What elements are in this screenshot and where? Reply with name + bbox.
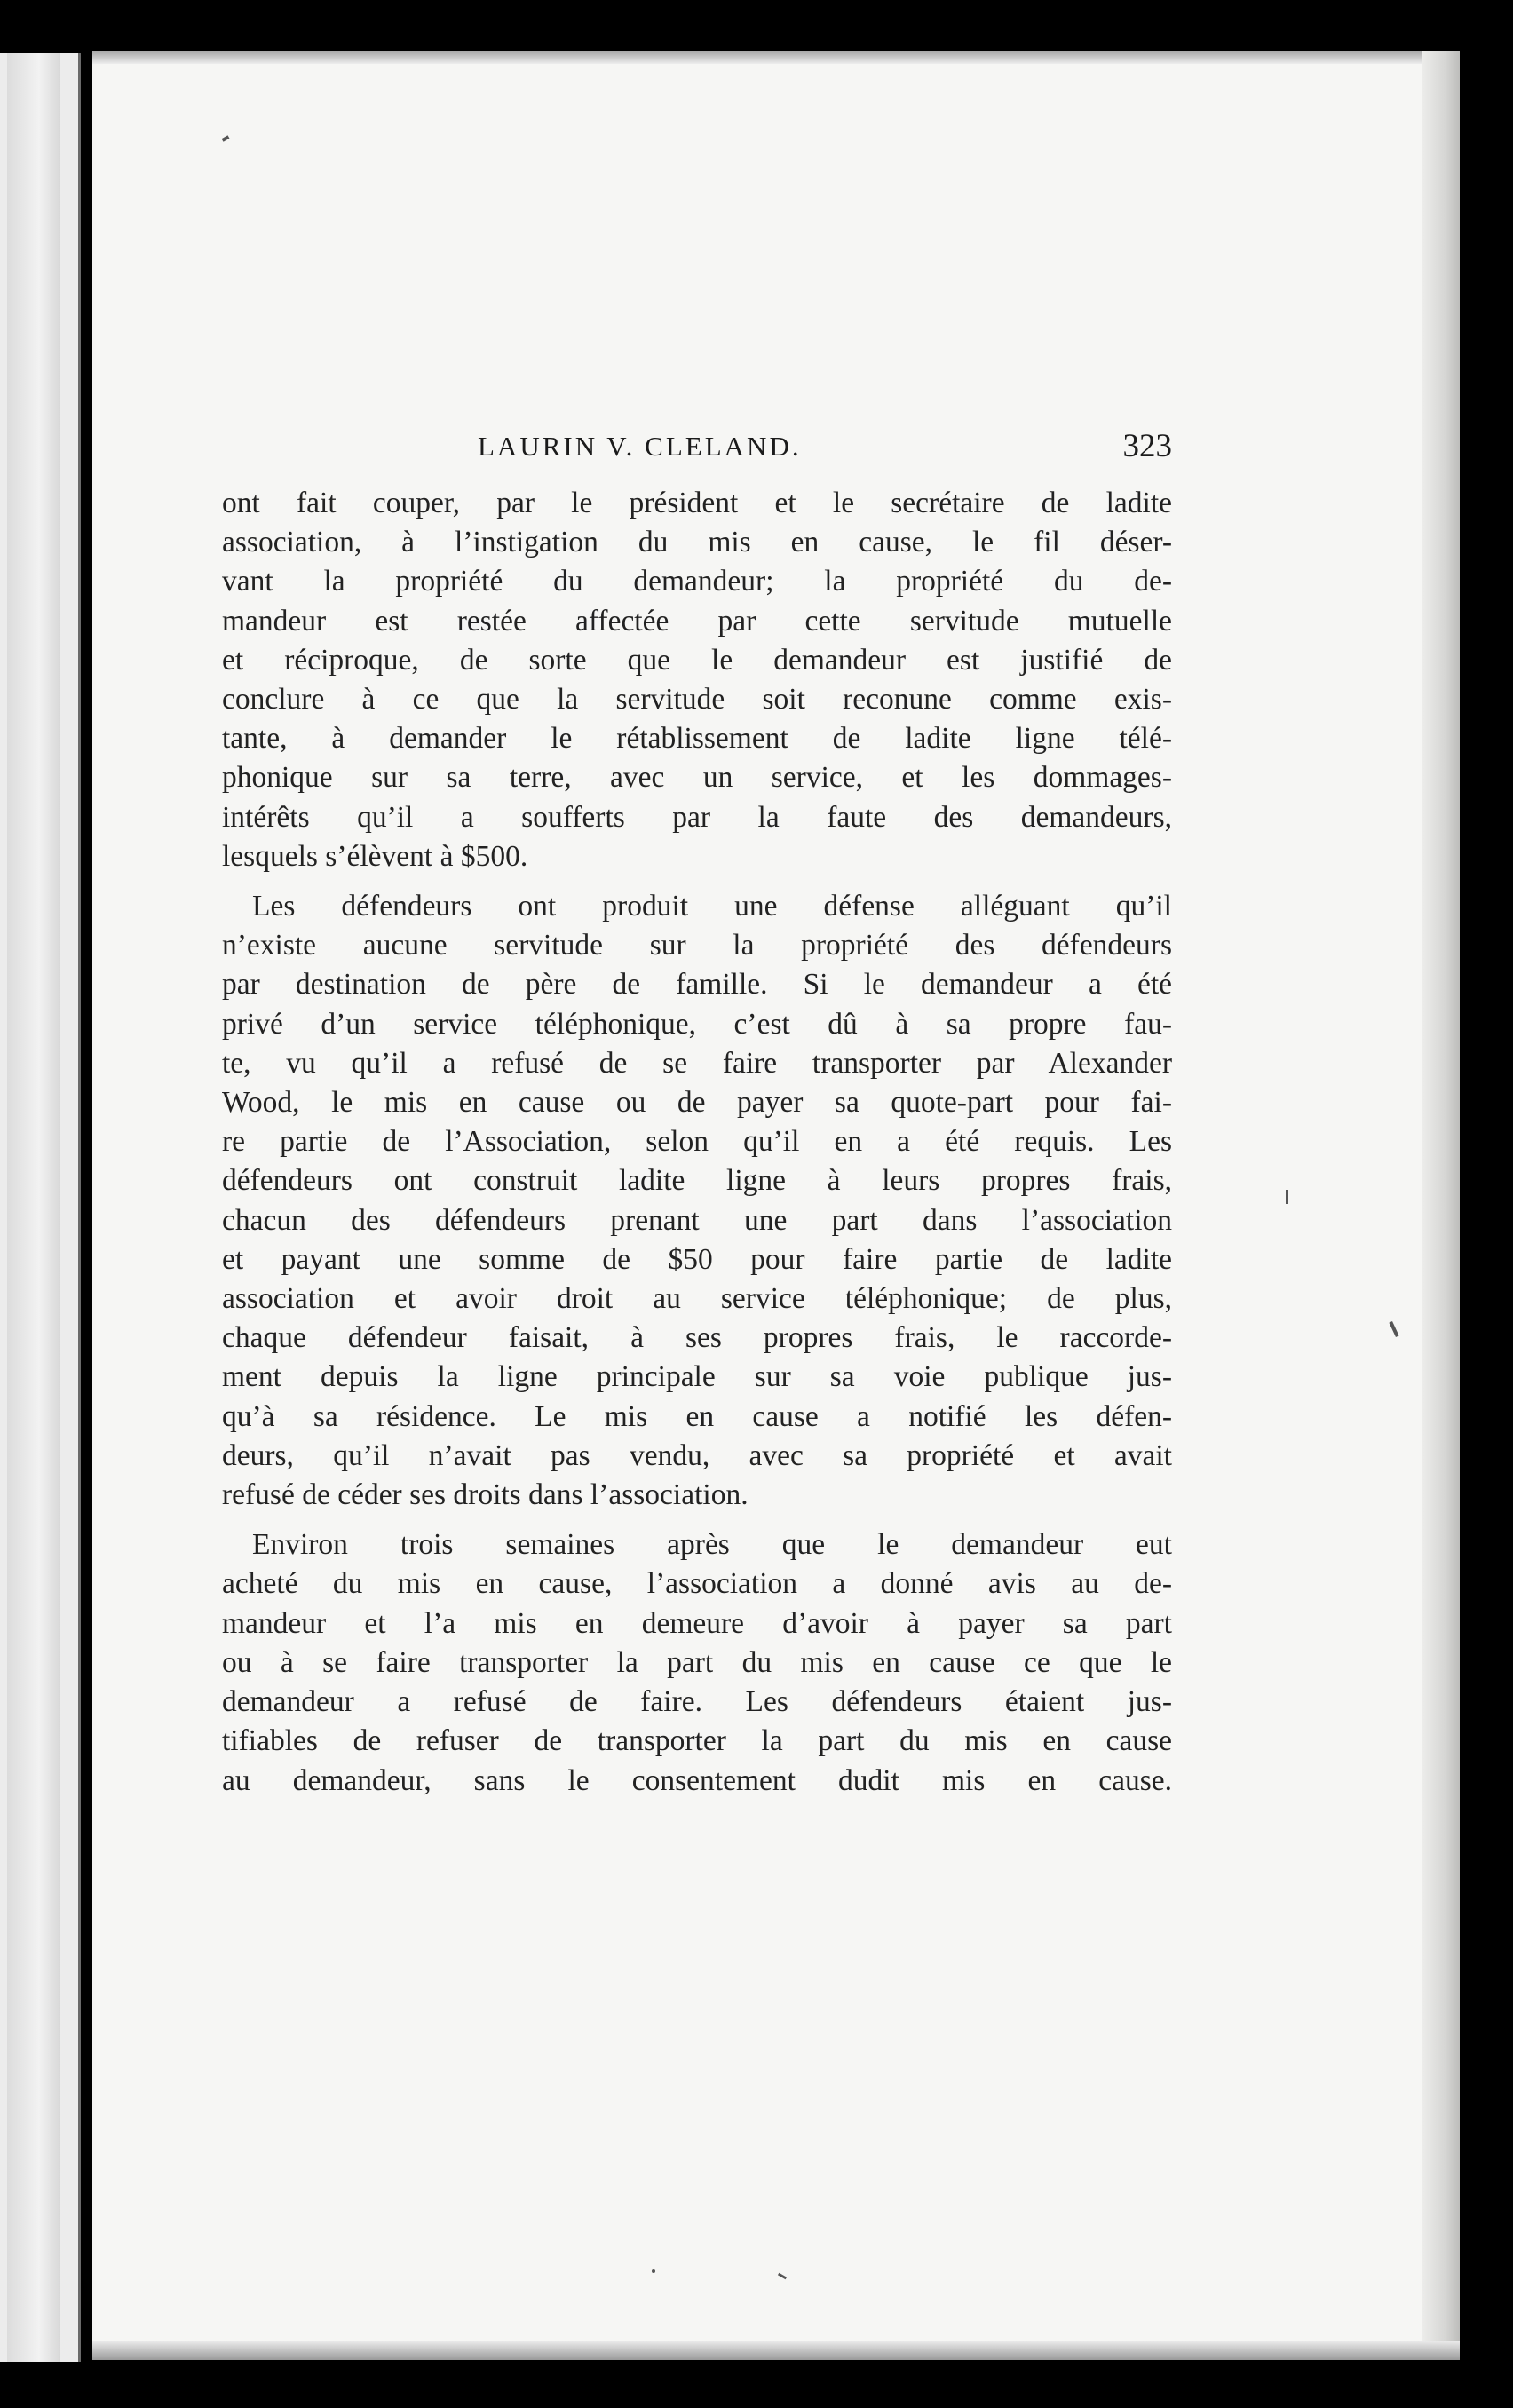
text-line: vant la propriété du demandeur; la propriété du de- — [222, 565, 1172, 598]
facing-page-strip — [7, 53, 60, 2362]
page-number: 323 — [1122, 428, 1172, 464]
text-line: te, vu qu’il a refusé de se faire transporter par Alexander — [222, 1046, 1172, 1080]
text-line: défendeurs ont construit ladite ligne à leurs propres frais, — [222, 1164, 1172, 1198]
text-line: qu’à sa résidence. Le mis en cause a notifié les défen- — [222, 1399, 1172, 1433]
text-line: et payant une somme de $50 pour faire partie de ladite — [222, 1242, 1172, 1276]
body-text — [222, 484, 1172, 1811]
text-line: et réciproque, de sorte que le demandeur est justifié de — [222, 643, 1172, 677]
facing-page-edge — [0, 53, 81, 2362]
text-line: conclure à ce que la servitude soit reconune comme exis- — [222, 683, 1172, 717]
text-line: Wood, le mis en cause ou de payer sa quote-part pour fai- — [222, 1086, 1172, 1120]
scan-speck — [222, 135, 230, 141]
text-line: ou à se faire transporter la part du mis en cause ce que le — [222, 1645, 1172, 1679]
text-line: Les défendeurs ont produit une défense alléguant qu’il — [252, 890, 1172, 923]
text-line: association et avoir droit au service téléphonique; de plus, — [222, 1282, 1172, 1316]
page-top-edge — [92, 51, 1460, 64]
page-right-edge — [1422, 51, 1460, 2360]
paragraph-1 — [222, 484, 1172, 876]
text-line: n’existe aucune servitude sur la propriété des défendeurs — [222, 929, 1172, 962]
text-line: Environ trois semaines après que le demandeur eut — [252, 1528, 1172, 1562]
scan-speck — [1286, 1190, 1288, 1204]
book-page — [92, 51, 1460, 2360]
running-title: LAURIN V. CLELAND. — [478, 431, 802, 462]
paragraph-2 — [222, 887, 1172, 1515]
scan-speck — [652, 2269, 655, 2273]
page-header — [224, 418, 1172, 480]
text-line: chacun des défendeurs prenant une part dans l’association — [222, 1203, 1172, 1237]
text-line: par destination de père de famille. Si le demandeur a été — [222, 968, 1172, 1002]
scan-speck — [1389, 1321, 1398, 1337]
text-line: re partie de l’Association, selon qu’il en a été requis. Les — [222, 1125, 1172, 1159]
text-line: mandeur est restée affectée par cette servitude mutuelle — [222, 604, 1172, 638]
text-line: refusé de céder ses droits dans l’association. — [222, 1478, 749, 1512]
text-line: association, à l’instigation du mis en cause, le fil déser- — [222, 526, 1172, 559]
text-line: acheté du mis en cause, l’association a donné avis au de- — [222, 1567, 1172, 1601]
text-line: tante, à demander le rétablissement de ladite ligne télé- — [222, 722, 1172, 756]
text-line: lesquels s’élèvent à $500. — [222, 839, 528, 873]
text-line: phonique sur sa terre, avec un service, et les dommages- — [222, 761, 1172, 795]
text-line: deurs, qu’il n’avait pas vendu, avec sa propriété et avait — [222, 1438, 1172, 1472]
text-line: demandeur a refusé de faire. Les défendeurs étaient jus- — [222, 1685, 1172, 1719]
text-line: ont fait couper, par le président et le secrétaire de ladite — [222, 487, 1172, 519]
text-line: ment depuis la ligne principale sur sa voie publique jus- — [222, 1360, 1172, 1394]
text-line: privé d’un service téléphonique, c’est dû à sa propre fau- — [222, 1007, 1172, 1041]
text-line: mandeur et l’a mis en demeure d’avoir à payer sa part — [222, 1606, 1172, 1640]
text-line: tifiables de refuser de transporter la part du mis en cause — [222, 1724, 1172, 1758]
text-line: chaque défendeur faisait, à ses propres frais, le raccorde- — [222, 1321, 1172, 1355]
text-line: au demandeur, sans le consentement dudit mis en cause. — [222, 1763, 1172, 1797]
text-line: intérêts qu’il a soufferts par la faute des demandeurs, — [222, 800, 1172, 834]
page-bottom-edge — [92, 2341, 1460, 2360]
paragraph-3 — [222, 1525, 1172, 1800]
scan-speck — [778, 2273, 787, 2280]
